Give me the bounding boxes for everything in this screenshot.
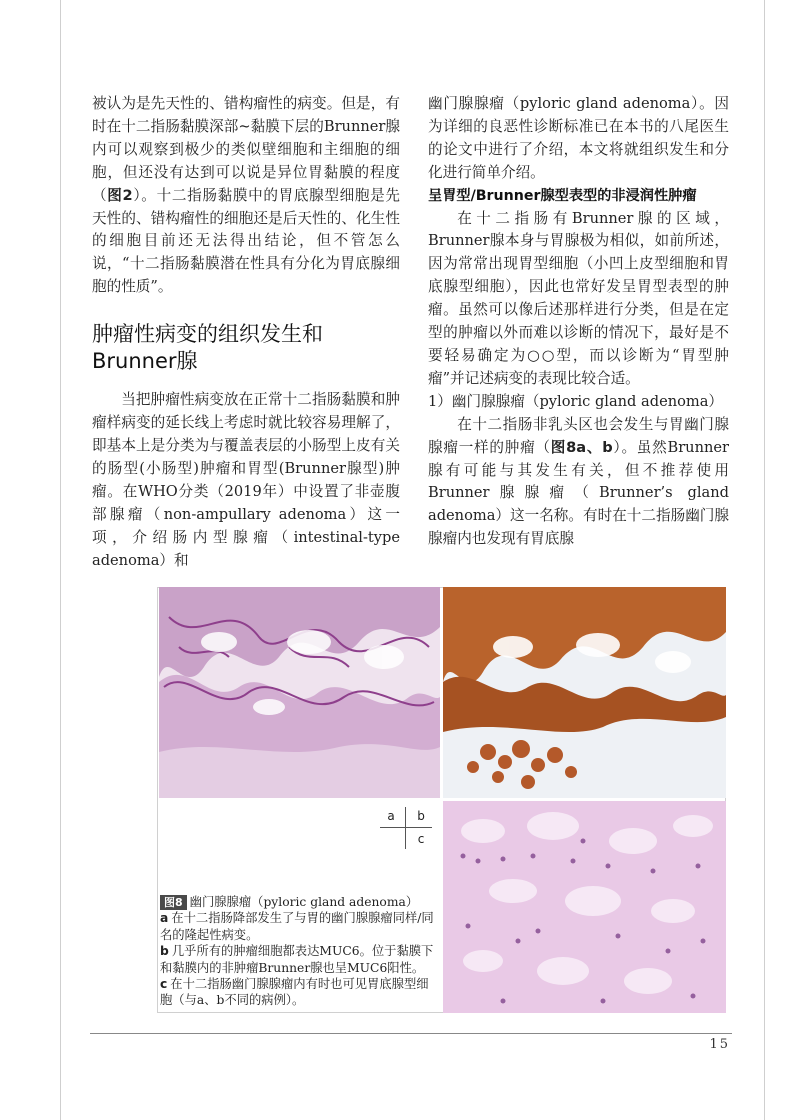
subheading: 呈胃型/Brunner腺型表型的非浸润性肿瘤 [428, 187, 697, 204]
right-column [428, 93, 729, 551]
section-heading-line2: Brunner腺 [92, 349, 198, 374]
panel-label-a: a [387, 809, 395, 823]
caption-item-c: c 在十二指肠幽门腺腺瘤内有时也可见胃底腺型细胞（与a、b不同的病例）。 [160, 977, 429, 1008]
left-paragraph-1: 被认为是先天性的、错构瘤性的病变。但是，有时在十二指肠黏膜深部~黏膜下层的Brunner腺内可以观察到极少的类似壁细胞和主细胞的细胞，但还没有达到可以说是异位胃黏膜的程度（图2）。十二指肠黏膜中的胃底腺型细胞是先天性的、错构瘤性的细胞还是后天性的、化生性的细胞目前还无法得出结论，但不管怎么说，“十二指肠黏膜潜在性具有分化为胃底腺细胞的性质”。 [92, 95, 401, 296]
page-number: 15 [709, 1037, 730, 1052]
micrograph-panel-c [443, 801, 726, 1013]
section-heading-line1: 肿瘤性病变的组织发生和 [92, 322, 323, 347]
caption-item-a: a 在十二指肠降部发生了与胃的幽门腺腺瘤同样/同名的隆起性病变。 [160, 911, 434, 942]
figure-reference: 图8a、b [550, 438, 613, 456]
list-item-heading: 1）幽门腺腺瘤（pyloric gland adenoma） [428, 392, 724, 410]
panel-label-b: b [417, 809, 425, 823]
he-stain-image-highpower [443, 801, 726, 1013]
label-divider-vertical [405, 807, 406, 849]
figure-number-badge: 图8 [160, 895, 187, 910]
left-paragraph-2: 当把肿瘤性病变放在正常十二指肠黏膜和肿瘤样病变的延长线上考虑时就比较容易理解了，即基本上是分类为与覆盖表层的小肠型上皮有关的肠型(小肠型)肿瘤和胃型(Brunner腺型)肿瘤。在WHO分类（2019年）中设置了非壶腹部腺瘤（non-ampullary adenoma）这一项，介绍肠内型腺瘤（intestinal-type adenoma）和 [92, 391, 400, 569]
right-paragraph-3: 在十二指肠非乳头区也会发生与胃幽门腺腺瘤一样的肿瘤（图8a、b）。虽然Brunner腺有可能与其发生有关，但不推荐使用Brunner腺腺瘤（Brunner’s gland adenoma）这一名称。有时在十二指肠幽门腺腺瘤内也发现有胃底腺 [428, 415, 729, 548]
section-heading [92, 321, 400, 375]
left-column [92, 93, 400, 572]
panel-label-c: c [417, 832, 425, 846]
panel-label-key [376, 805, 436, 851]
caption-title: 幽门腺腺瘤（pyloric gland adenoma） [189, 895, 419, 909]
label-divider-horizontal [380, 827, 432, 828]
caption-item-b: b 几乎所有的肿瘤细胞都表达MUC6。位于黏膜下和黏膜内的非肿瘤Brunner腺也呈MUC6阳性。 [160, 944, 434, 975]
figure-reference: 图2 [107, 186, 133, 204]
micrograph-panel-a [159, 587, 440, 798]
page-edge-right [764, 0, 765, 1120]
footer-rule [90, 1033, 732, 1034]
muc6-stain-image [443, 587, 726, 798]
right-paragraph-1: 幽门腺腺瘤（pyloric gland adenoma）。因为详细的良恶性诊断标准已在本书的八尾医生的论文中进行了介绍，本文将就组织发生和分化进行简单介绍。 [428, 95, 729, 181]
right-paragraph-2: 在十二指肠有Brunner腺的区域，Brunner腺本身与胃腺极为相似，如前所述，因为常常出现胃型细胞（小凹上皮型细胞和胃底腺型细胞），因此也常好发呈胃型表型的肿瘤。虽然可以像后述那样进行分类，但是在定型的肿瘤以外而难以诊断的情况下，最好是不要轻易确定为○○型，而以诊断为“胃型肿瘤”并记述病变的表现比较合适。 [428, 209, 729, 387]
caption-title-line [160, 894, 440, 910]
he-stain-image [159, 587, 440, 798]
micrograph-panel-b [443, 587, 726, 798]
figure-caption [160, 894, 440, 1009]
page-edge-left [60, 0, 61, 1120]
